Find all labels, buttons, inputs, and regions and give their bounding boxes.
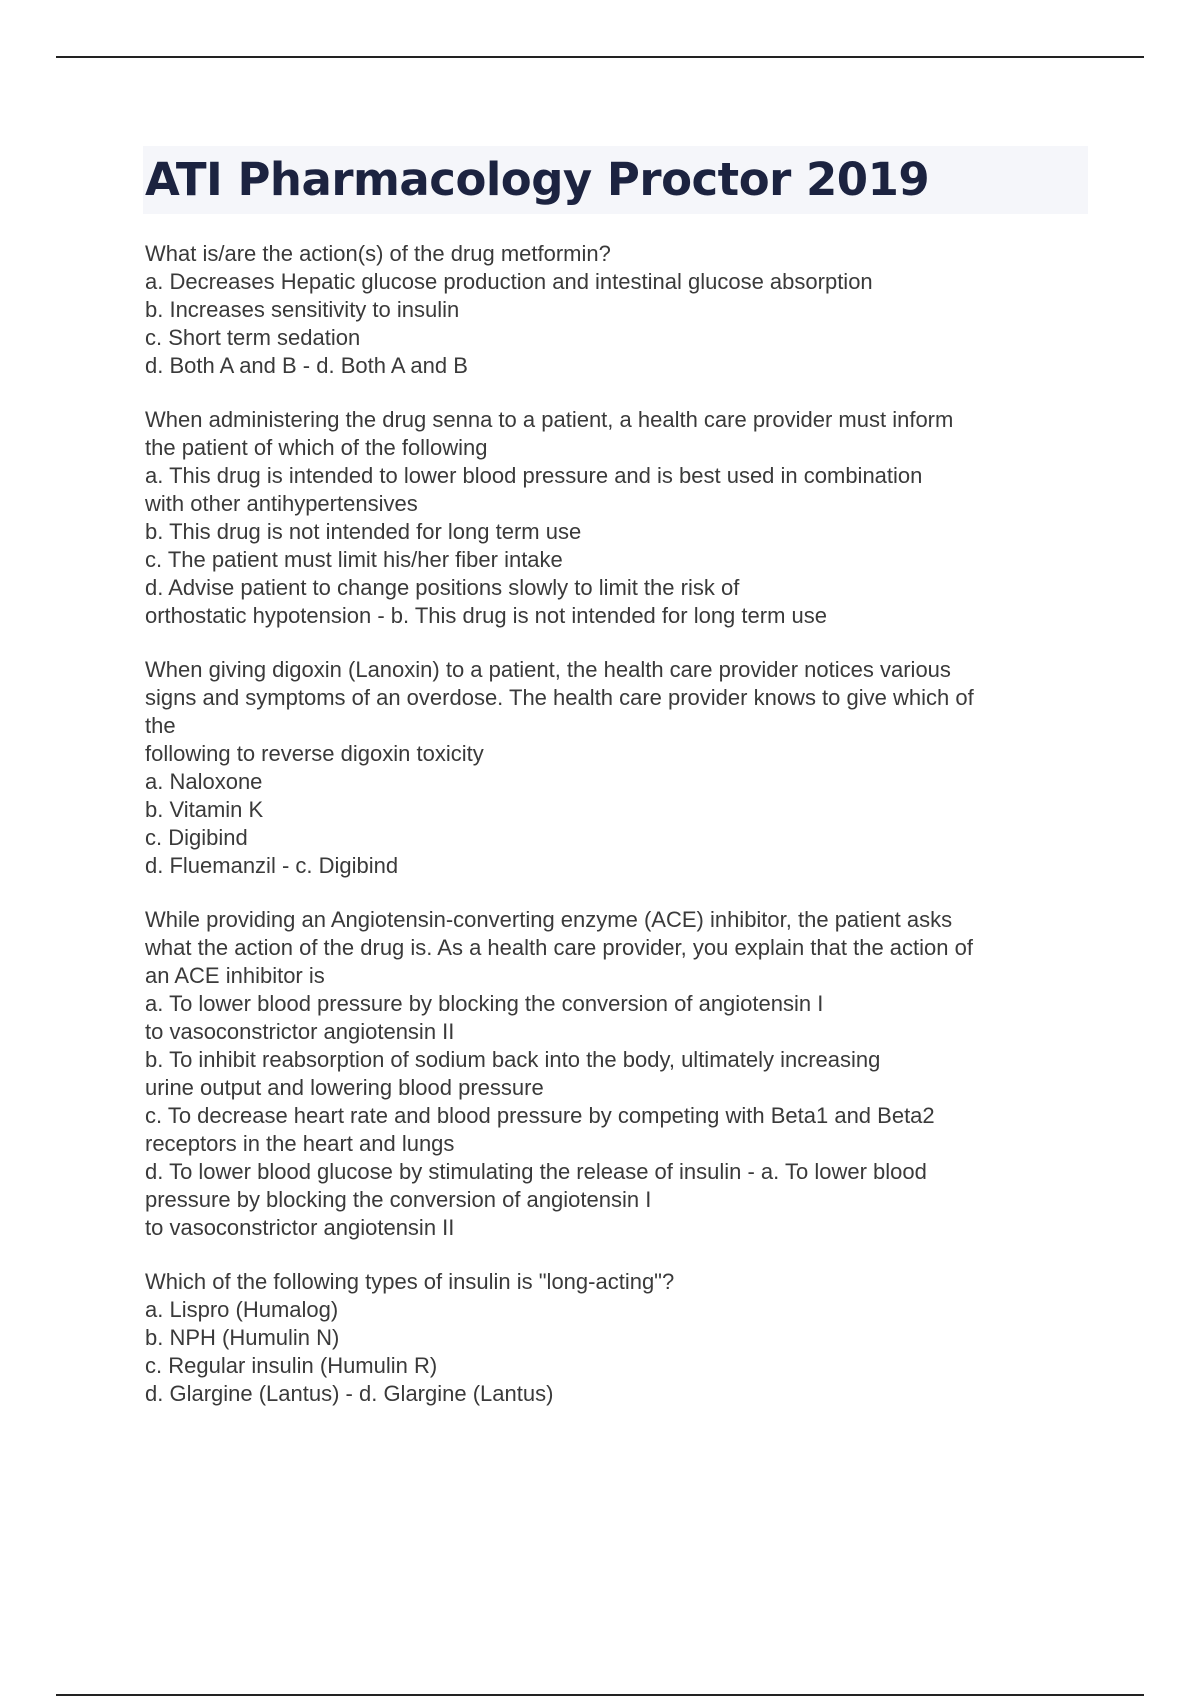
question-list [145, 240, 1075, 1434]
answer-option: urine output and lowering blood pressure [145, 1075, 544, 1100]
question-block [145, 656, 1075, 880]
question-text: what the action of the drug is. As a health care provider, you explain that the action of [145, 935, 973, 960]
answer-option: d. Advise patient to change positions slowly to limit the risk of [145, 575, 740, 600]
answer-option: c. Short term sedation [145, 325, 361, 350]
answer-option: c. Regular insulin (Humulin R) [145, 1353, 438, 1378]
answer-option: a. Lispro (Humalog) [145, 1297, 339, 1322]
question-block [145, 406, 1075, 630]
question-block [145, 906, 1075, 1242]
question-text: an ACE inhibitor is [145, 963, 325, 988]
answer-option: to vasoconstrictor angiotensin II [145, 1019, 455, 1044]
answer-option: pressure by blocking the conversion of angiotensin I [145, 1187, 652, 1212]
answer-option: a. To lower blood pressure by blocking the conversion of angiotensin I [145, 991, 824, 1016]
question-text: following to reverse digoxin toxicity [145, 741, 484, 766]
question-text: While providing an Angiotensin-converting enzyme (ACE) inhibitor, the patient asks [145, 907, 953, 932]
question-text: the patient of which of the following [145, 435, 488, 460]
document-title: ATI Pharmacology Proctor 2019 [145, 153, 930, 206]
answer-option: b. Vitamin K [145, 797, 264, 822]
answer-option: d. Both A and B - d. Both A and B [145, 353, 468, 378]
answer-option: b. To inhibit reabsorption of sodium back into the body, ultimately increasing [145, 1047, 881, 1072]
answer-option: b. Increases sensitivity to insulin [145, 297, 460, 322]
question-block [145, 240, 1075, 380]
question-text: the [145, 713, 176, 738]
answer-option: a. This drug is intended to lower blood pressure and is best used in combination [145, 463, 923, 488]
question-text: What is/are the action(s) of the drug metformin? [145, 241, 611, 266]
answer-option: b. NPH (Humulin N) [145, 1325, 340, 1350]
answer-option: with other antihypertensives [145, 491, 418, 516]
answer-option: c. The patient must limit his/her fiber intake [145, 547, 563, 572]
question-text: When giving digoxin (Lanoxin) to a patient, the health care provider notices various [145, 657, 951, 682]
question-text: signs and symptoms of an overdose. The health care provider knows to give which of [145, 685, 974, 710]
answer-option: c. Digibind [145, 825, 248, 850]
question-block [145, 1268, 1075, 1408]
top-divider [56, 56, 1144, 58]
question-text: Which of the following types of insulin is "long-acting"? [145, 1269, 675, 1294]
answer-option: b. This drug is not intended for long term use [145, 519, 582, 544]
answer-option: c. To decrease heart rate and blood pressure by competing with Beta1 and Beta2 [145, 1103, 935, 1128]
bottom-divider [56, 1694, 1144, 1696]
question-text: When administering the drug senna to a patient, a health care provider must inform [145, 407, 954, 432]
answer-option: orthostatic hypotension - b. This drug is not intended for long term use [145, 603, 827, 628]
answer-option: d. Fluemanzil - c. Digibind [145, 853, 399, 878]
answer-option: a. Decreases Hepatic glucose production and intestinal glucose absorption [145, 269, 873, 294]
answer-option: d. To lower blood glucose by stimulating the release of insulin - a. To lower blood [145, 1159, 927, 1184]
answer-option: d. Glargine (Lantus) - d. Glargine (Lantus) [145, 1381, 554, 1406]
answer-option: receptors in the heart and lungs [145, 1131, 455, 1156]
answer-option: a. Naloxone [145, 769, 263, 794]
answer-option: to vasoconstrictor angiotensin II [145, 1215, 455, 1240]
